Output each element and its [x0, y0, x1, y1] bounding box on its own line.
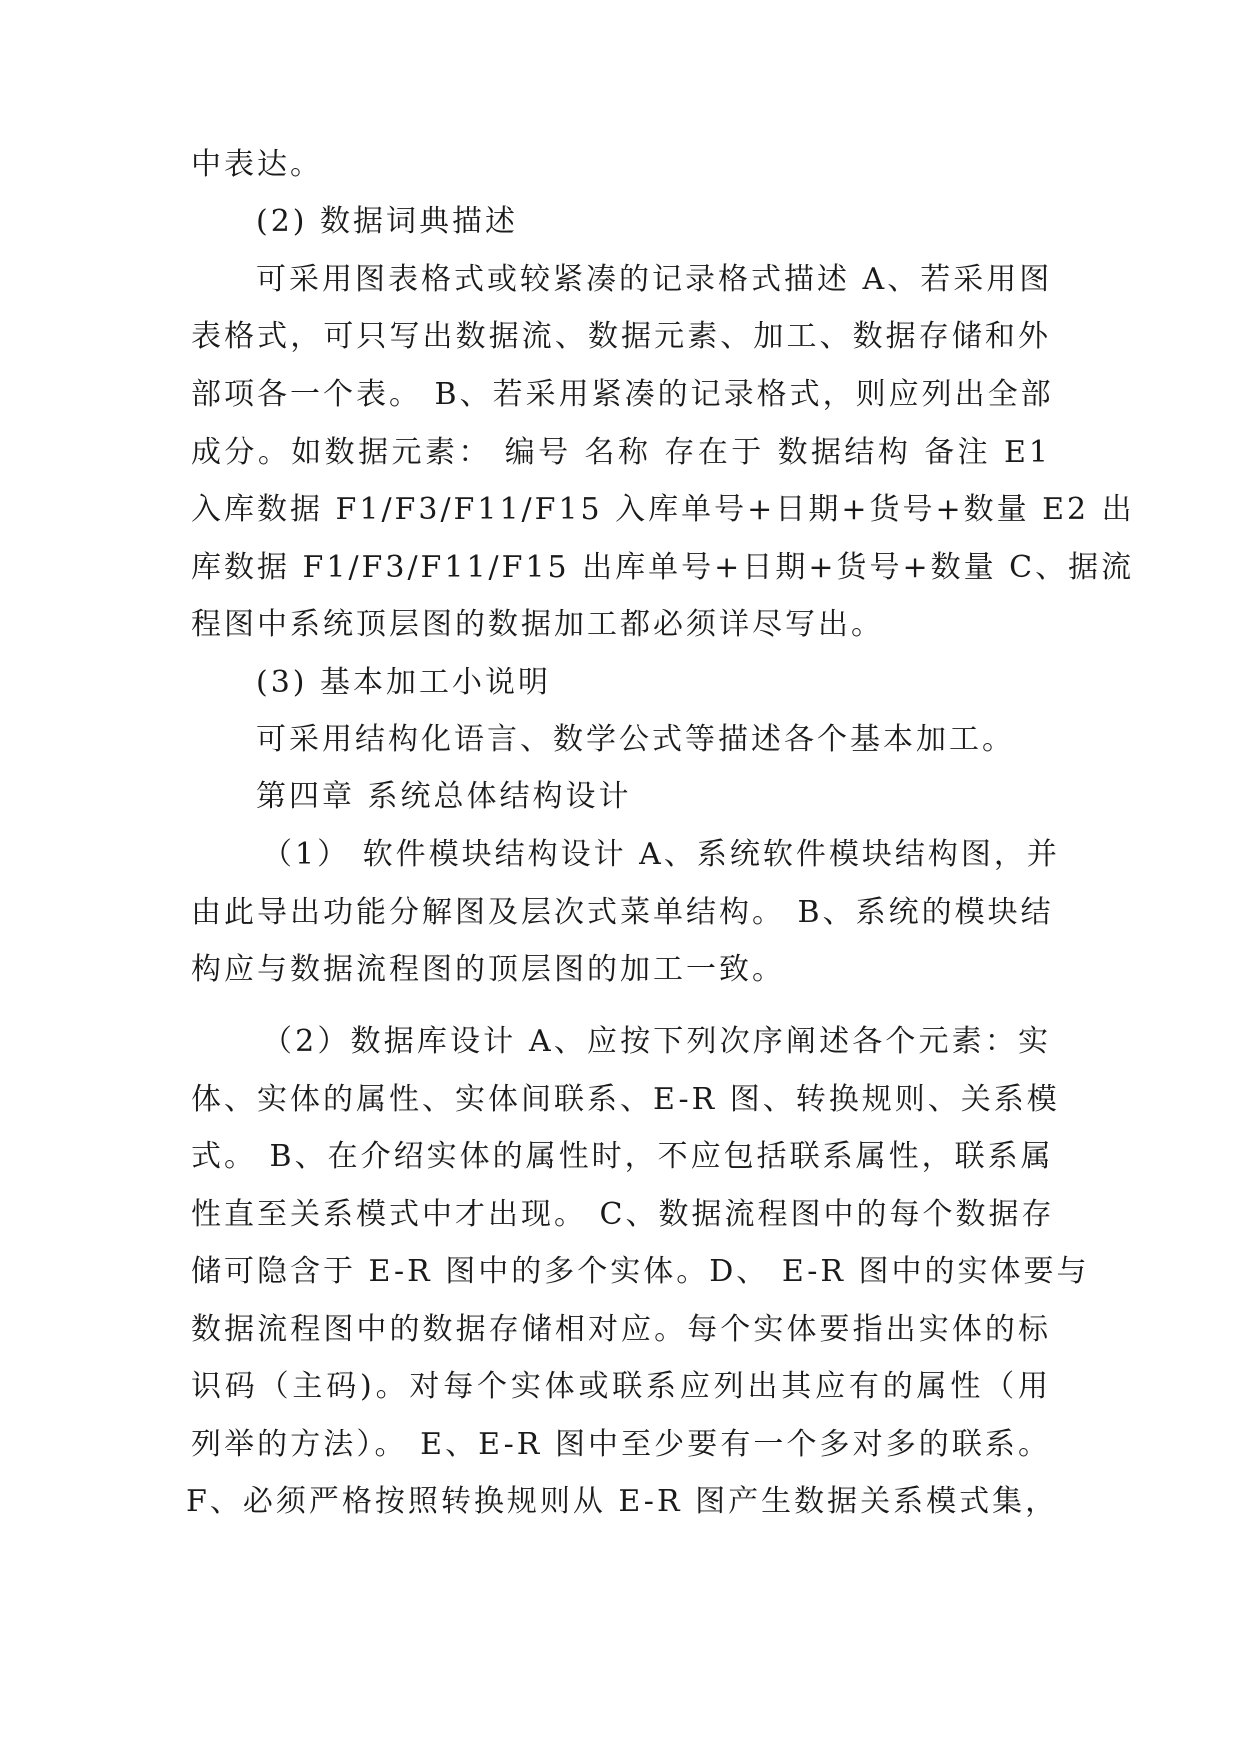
text-line: 程图中系统顶层图的数据加工都必须详尽写出。 [191, 607, 884, 642]
text-line: 表格式，可只写出数据流、数据元素、加工、数据存储和外 [191, 319, 1051, 354]
text-line: 识码（主码)。对每个实体或联系应列出其应有的属性（用 [191, 1369, 1051, 1404]
section-heading: (3) 基本加工小说明 [256, 665, 552, 700]
text-line: 成分。如数据元素： 编号 名称 存在于 数据结构 备注 E1 [191, 435, 1051, 470]
text-line: 体、实体的属性、实体间联系、E-R 图、转换规则、关系模 [191, 1082, 1060, 1117]
text-line: 式。 B、在介绍实体的属性时，不应包括联系属性，联系属 [191, 1139, 1054, 1174]
text-line: 储可隐含于 E-R 图中的多个实体。D、 E-R 图中的实体要与 [191, 1254, 1090, 1289]
text-line: 可采用图表格式或较紧凑的记录格式描述 A、若采用图 [256, 262, 1053, 297]
text-line: 部项各一个表。 B、若采用紧凑的记录格式，则应列出全部 [191, 377, 1054, 412]
text-line: 由此导出功能分解图及层次式菜单结构。 B、系统的模块结 [191, 895, 1054, 930]
text-line: 性直至关系模式中才出现。 C、数据流程图中的每个数据存 [191, 1197, 1055, 1232]
text-line: （2）数据库设计 A、应按下列次序阐述各个元素：实 [262, 1024, 1051, 1059]
text-line: 入库数据 F1/F3/F11/F15 入库单号+日期+货号+数量 E2 出 [191, 492, 1135, 527]
text-line: 中表达。 [191, 147, 323, 182]
chapter-heading: 第四章 系统总体结构设计 [256, 779, 632, 814]
text-line: 库数据 F1/F3/F11/F15 出库单号+日期+货号+数量 C、据流 [191, 550, 1135, 585]
text-line: 构应与数据流程图的顶层图的加工一致。 [191, 952, 785, 987]
text-line: （1） 软件模块结构设计 A、系统软件模块结构图，并 [262, 837, 1060, 872]
text-line: 数据流程图中的数据存储相对应。每个实体要指出实体的标 [191, 1312, 1051, 1347]
section-heading: (2) 数据词典描述 [256, 204, 519, 239]
text-line: 可采用结构化语言、数学公式等描述各个基本加工。 [256, 722, 1015, 757]
text-line: 列举的方法）。 E、E-R 图中至少要有一个多对多的联系。 [191, 1427, 1051, 1462]
text-line: F、必须严格按照转换规则从 E-R 图产生数据关系模式集， [186, 1484, 1059, 1519]
